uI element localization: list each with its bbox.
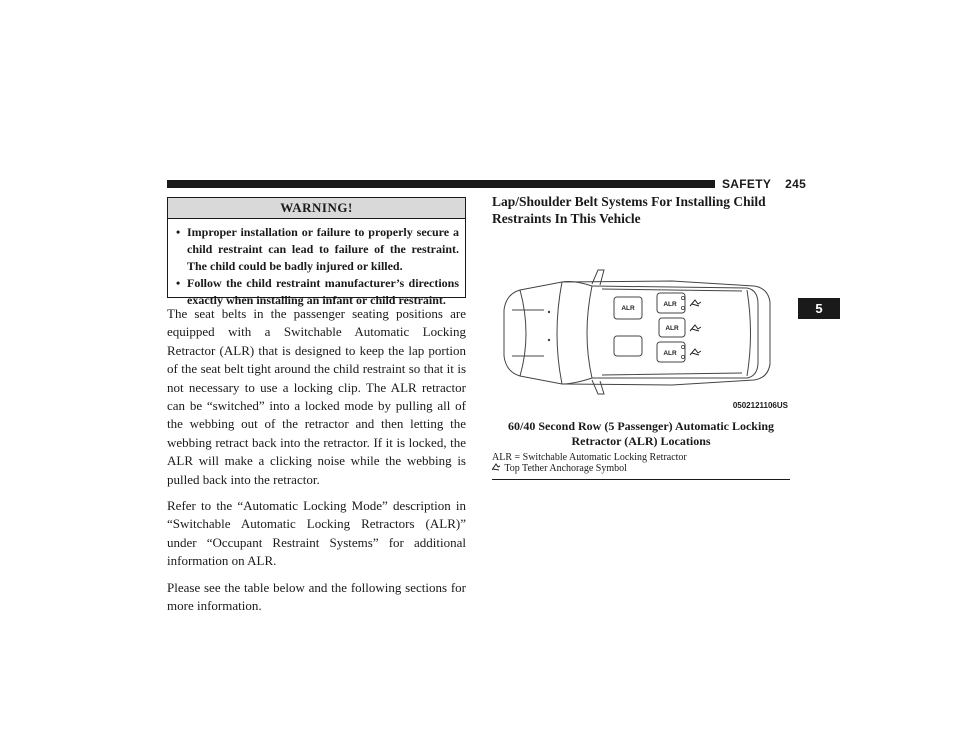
vehicle-seating-diagram	[492, 260, 790, 412]
body-text	[167, 305, 466, 624]
warning-box	[167, 197, 466, 307]
section-title: SAFETY	[722, 177, 772, 191]
tether-anchor-icon	[690, 300, 701, 306]
tether-anchor-icon	[690, 349, 701, 355]
vehicle-top-view-illustration	[492, 260, 790, 412]
figure-caption: 60/40 Second Row (5 Passenger) Automatic Locking Retractor (ALR) Locations	[508, 419, 774, 448]
warning-title: WARNING!	[168, 198, 465, 219]
figure-code: 0502121106US	[732, 401, 788, 410]
running-head	[722, 176, 806, 192]
warning-list	[168, 219, 465, 309]
bullet-icon: •	[176, 225, 181, 239]
figure-legend	[492, 452, 790, 480]
tether-anchor-icon	[492, 463, 502, 474]
paragraph: Refer to the “Automatic Locking Mode” description in “Switchable Automatic Locking Retractors (ALR)” under “Occupant Restraint Systems” for additional information on ALR.	[167, 498, 466, 569]
paragraph: Please see the table below and the following sections for more information.	[167, 579, 466, 614]
seat-label-alr: ALR	[621, 305, 635, 312]
paragraph: The seat belts in the passenger seating positions are equipped with a Switchable Automatic Locking Retractor (ALR) that is designed to keep the lap portion of the seat belt tight around the child restraint so that it is not necessary to use a locking clip. The ALR retractor can be “switched” into a locked mode by pulling all of the webbing out of the retractor and then letting the webbing retract back into the retractor. If it is locked, the ALR will make a clicking noise while the webbing is pulled back into the retractor.	[167, 306, 466, 487]
legend-tether: Top Tether Anchorage Symbol	[492, 463, 790, 474]
seat-label-alr: ALR	[665, 325, 679, 332]
chapter-tab: 5	[798, 298, 840, 319]
page-number: 245	[785, 177, 807, 191]
seat-label-alr: ALR	[663, 350, 677, 357]
header-rule	[167, 180, 715, 188]
tether-anchor-icon	[690, 325, 701, 331]
seat-label-alr: ALR	[663, 301, 677, 308]
section-heading: Lap/Shoulder Belt Systems For Installing Child Restraints In This Vehicle	[492, 194, 766, 226]
legend-alr: ALR = Switchable Automatic Locking Retractor	[492, 452, 687, 463]
warning-item: • Improper installation or failure to properly secure a child restraint can lead to failure of the restraint. The child could be badly injured or killed.	[176, 225, 459, 273]
bullet-icon: •	[176, 276, 181, 290]
warning-item: • Follow the child restraint manufacturer’s directions exactly when installing an infant or child restraint.	[176, 276, 459, 307]
